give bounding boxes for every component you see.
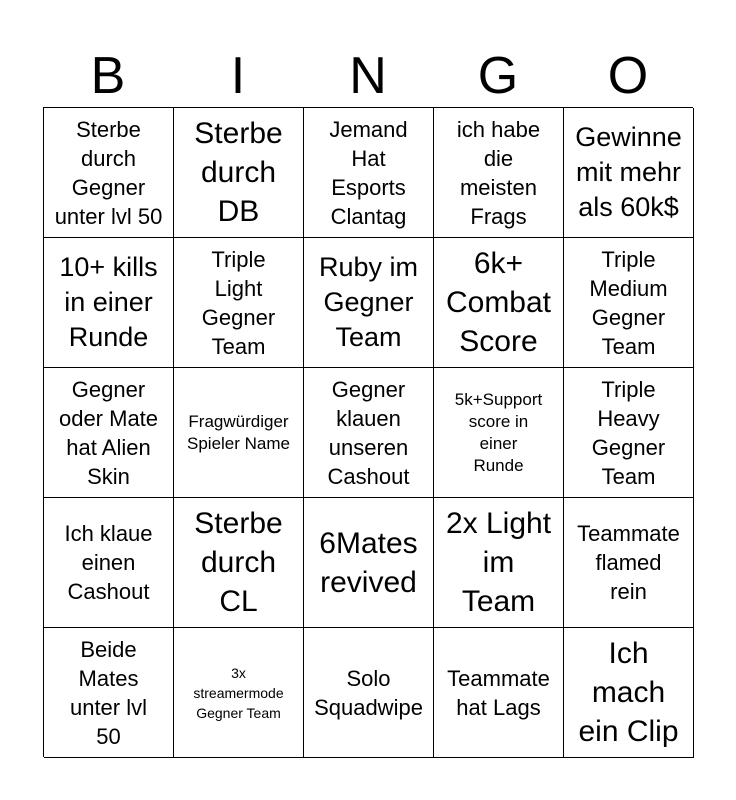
- bingo-cell-text: 6Mates revived: [319, 526, 418, 599]
- bingo-cell-text: Gegner klauen unseren Cashout: [327, 376, 410, 489]
- bingo-cell-r3-c5[interactable]: [564, 368, 694, 498]
- bingo-cell-text: Sterbe durch DB: [194, 117, 283, 228]
- bingo-cell-r2-c1[interactable]: [44, 238, 174, 368]
- bingo-cell-text: Gewinne mit mehr als 60k$: [575, 122, 682, 222]
- bingo-cell-text: Solo Squadwipe: [314, 665, 423, 720]
- bingo-cell-r3-c3[interactable]: [304, 368, 434, 498]
- bingo-cell-text: Fragwürdiger Spieler Name: [187, 411, 290, 453]
- bingo-cell-text: 2x Light im Team: [445, 507, 552, 618]
- bingo-cell-r4-c4[interactable]: [434, 498, 564, 628]
- bingo-cell-text: Gegner oder Mate hat Alien Skin: [58, 376, 159, 489]
- header-letter-i: I: [230, 47, 246, 105]
- bingo-cell-r5-c4[interactable]: [434, 628, 564, 758]
- bingo-cell-text: Teammate flamed rein: [577, 521, 680, 604]
- bingo-cell-text: 5k+Support score in einer Runde: [454, 389, 543, 475]
- bingo-cell-r4-c3[interactable]: [304, 498, 434, 628]
- bingo-header: [43, 44, 693, 108]
- bingo-cell-text: Beide Mates unter lvl 50: [69, 636, 148, 749]
- bingo-cell-text: 3x streamermode Gegner Team: [193, 664, 284, 721]
- bingo-grid: [43, 107, 693, 757]
- bingo-cell-text: Triple Light Gegner Team: [201, 246, 276, 359]
- bingo-cell-text: Ich mach ein Clip: [578, 637, 679, 748]
- header-letter-n: N: [349, 47, 387, 105]
- bingo-cell-r4-c2[interactable]: [174, 498, 304, 628]
- bingo-cell-r3-c2[interactable]: [174, 368, 304, 498]
- bingo-cell-r1-c3[interactable]: [304, 108, 434, 238]
- bingo-cell-r1-c2[interactable]: [174, 108, 304, 238]
- bingo-cell-text: Teammate hat Lags: [447, 665, 550, 720]
- bingo-cell-text: 10+ kills in einer Runde: [59, 252, 158, 352]
- bingo-cell-r1-c1[interactable]: [44, 108, 174, 238]
- bingo-cell-r3-c1[interactable]: [44, 368, 174, 498]
- bingo-cell-r1-c5[interactable]: [564, 108, 694, 238]
- bingo-cell-r5-c2[interactable]: [174, 628, 304, 758]
- bingo-cell-text: 6k+ Combat Score: [445, 247, 552, 358]
- header-letter-b: B: [90, 47, 126, 105]
- bingo-cell-r2-c5[interactable]: [564, 238, 694, 368]
- bingo-cell-text: Ruby im Gegner Team: [318, 252, 419, 352]
- header-letter-o: O: [607, 47, 649, 105]
- bingo-cell-text: Sterbe durch CL: [194, 507, 283, 618]
- header-letter-g: G: [477, 47, 519, 105]
- bingo-cell-r1-c4[interactable]: [434, 108, 564, 238]
- bingo-cell-r2-c2[interactable]: [174, 238, 304, 368]
- bingo-cell-r5-c3[interactable]: [304, 628, 434, 758]
- bingo-cell-r4-c5[interactable]: [564, 498, 694, 628]
- bingo-cell-text: Triple Heavy Gegner Team: [591, 376, 666, 489]
- bingo-cell-r2-c4[interactable]: [434, 238, 564, 368]
- bingo-cell-text: ich habe die meisten Frags: [456, 116, 541, 229]
- bingo-cell-r5-c5[interactable]: [564, 628, 694, 758]
- bingo-cell-r2-c3[interactable]: [304, 238, 434, 368]
- bingo-cell-text: Triple Medium Gegner Team: [589, 246, 668, 359]
- bingo-cell-r5-c1[interactable]: [44, 628, 174, 758]
- bingo-cell-text: Jemand Hat Esports Clantag: [329, 116, 408, 229]
- bingo-cell-r4-c1[interactable]: [44, 498, 174, 628]
- bingo-cell-text: Ich klaue einen Cashout: [64, 521, 153, 604]
- bingo-cell-r3-c4[interactable]: [434, 368, 564, 498]
- bingo-cell-text: Sterbe durch Gegner unter lvl 50: [54, 116, 163, 229]
